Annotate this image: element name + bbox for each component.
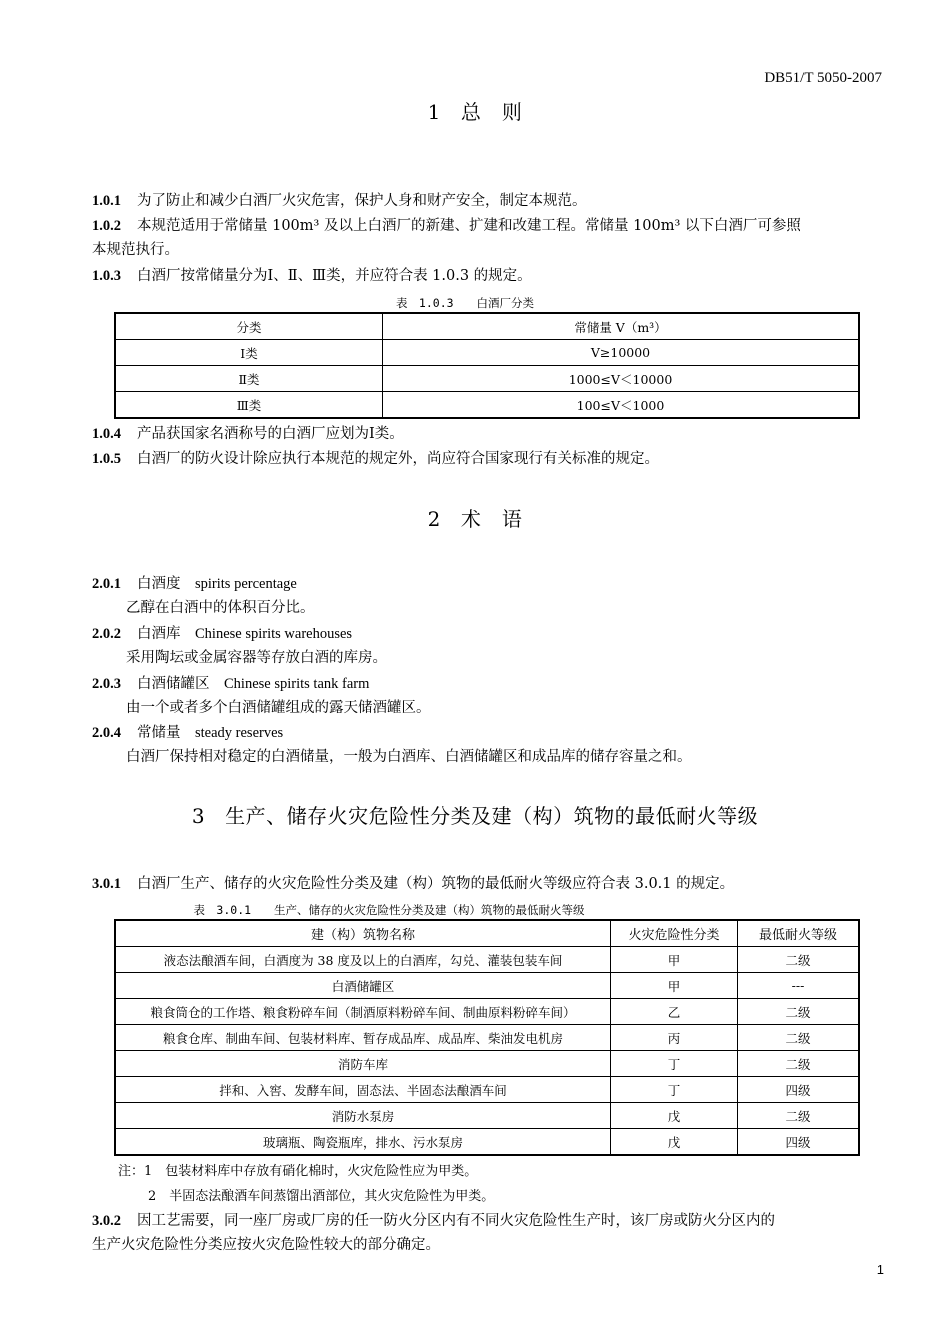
table-row [115, 1025, 859, 1051]
table-cell: V≥10000 [383, 340, 860, 366]
table-row [115, 392, 859, 419]
term-english: spirits percentage [195, 576, 297, 592]
term-2-0-2 [92, 622, 887, 646]
table-row [115, 947, 859, 973]
clause-1-0-2 [92, 214, 887, 238]
clause-text: 为了防止和减少白酒厂火灾危害，保护人身和财产安全，制定本规范。 [137, 193, 587, 209]
table-cell: 四级 [738, 1129, 860, 1156]
table-3-0-1 [114, 919, 860, 1156]
chapter-2-heading [0, 503, 950, 532]
table-cell: 二级 [738, 1025, 860, 1051]
term-definition: 由一个或者多个白酒储罐组成的露天储酒罐区。 [126, 700, 431, 716]
clause-number: 1.0.5 [92, 451, 121, 467]
table-cell: 二级 [738, 1103, 860, 1129]
clause-number: 3.0.2 [92, 1213, 121, 1229]
term-english: Chinese spirits warehouses [195, 626, 353, 642]
clause-3-0-2 [92, 1209, 887, 1233]
table-cell: 白酒储罐区 [115, 973, 611, 999]
table-cell: 甲 [611, 947, 738, 973]
clause-number: 2.0.3 [92, 676, 121, 692]
term-english: Chinese spirits tank farm [224, 676, 370, 692]
clause-text: 白酒厂生产、储存的火灾危险性分类及建（构）筑物的最低耐火等级应符合表 3.0.1 的规定。 [137, 876, 735, 892]
table-header-row [115, 920, 859, 947]
chapter-title: 术 语 [460, 507, 523, 531]
term-chinese: 常储量 [137, 725, 181, 741]
table-cell: 乙 [611, 999, 738, 1025]
clause-text: 产品获国家名酒称号的白酒厂应划为Ⅰ类。 [137, 426, 404, 442]
table-cell: 粮食筒仓的工作塔、粮食粉碎车间（制酒原料粉碎车间、制曲原料粉碎车间） [115, 999, 611, 1025]
header-cell: 常储量 V（m³） [383, 313, 860, 340]
clause-text: 本规范适用于常储量 100m³ 及以上白酒厂的新建、扩建和改建工程。常储量 100m³ 以下白酒厂可参照 [137, 218, 801, 234]
table-cell: 粮食仓库、制曲车间、包装材料库、暂存成品库、成品库、柴油发电机房 [115, 1025, 611, 1051]
table-cell: 二级 [738, 947, 860, 973]
clause-1-0-3 [92, 264, 887, 288]
chapter-number: 2 [427, 507, 441, 531]
table-cell: 消防车库 [115, 1051, 611, 1077]
term-chinese: 白酒度 [137, 576, 181, 592]
table-cell: 二级 [738, 999, 860, 1025]
table-row [115, 340, 859, 366]
clause-text: 因工艺需要，同一座厂房或厂房的任一防火分区内有不同火灾危险性生产时，该厂房或防火分区内的 [137, 1213, 775, 1229]
table-row [115, 366, 859, 392]
table-cell: 消防水泵房 [115, 1103, 611, 1129]
table-3-0-1-caption: 表 3.0.1 生产、储存的火灾危险性分类及建（构）筑物的最低耐火等级 [193, 903, 585, 917]
table-cell: 二级 [738, 1051, 860, 1077]
table-cell: 丁 [611, 1051, 738, 1077]
table-row [115, 1051, 859, 1077]
term-english: steady reserves [195, 725, 284, 741]
header-cell: 最低耐火等级 [738, 920, 860, 947]
term-2-0-1 [92, 572, 887, 596]
table-cell: 1000≤V＜10000 [383, 366, 860, 392]
term-2-0-3 [92, 672, 887, 696]
term-definition: 白酒厂保持相对稳定的白酒储量，一般为白酒库、白酒储罐区和成品库的储存容量之和。 [126, 749, 692, 765]
table-cell: 液态法酿酒车间，白酒度为 38 度及以上的白酒库，勾兑、灌装包装车间 [115, 947, 611, 973]
clause-3-0-2-continued: 生产火灾危险性分类应按火灾危险性较大的部分确定。 [92, 1237, 440, 1253]
table-row [115, 1129, 859, 1156]
document-number: DB51/T 5050-2007 [764, 70, 882, 86]
table-cell: 100≤V＜1000 [383, 392, 860, 419]
clause-1-0-5 [92, 447, 887, 471]
clause-1-0-1 [92, 189, 887, 213]
clause-number: 1.0.2 [92, 218, 121, 234]
table-cell: 丁 [611, 1077, 738, 1103]
clause-3-0-1 [92, 872, 887, 896]
table-cell: 四级 [738, 1077, 860, 1103]
table-cell: 戊 [611, 1129, 738, 1156]
clause-1-0-4 [92, 422, 887, 446]
table-cell: 戊 [611, 1103, 738, 1129]
chapter-number: 1 [427, 100, 441, 124]
table-note-2: 2 半固态法酿酒车间蒸馏出酒部位，其火灾危险性为甲类。 [148, 1189, 495, 1204]
table-row [115, 973, 859, 999]
chapter-3-heading [0, 800, 950, 829]
table-row [115, 1103, 859, 1129]
table-cell: 丙 [611, 1025, 738, 1051]
clause-text: 白酒厂的防火设计除应执行本规范的规定外，尚应符合国家现行有关标准的规定。 [137, 451, 659, 467]
header-cell: 分类 [115, 313, 383, 340]
table-cell: 甲 [611, 973, 738, 999]
table-1-0-3 [114, 312, 860, 419]
clause-text: 白酒厂按常储量分为Ⅰ、Ⅱ、Ⅲ类，并应符合表 1.0.3 的规定。 [137, 268, 532, 284]
term-chinese: 白酒库 [137, 626, 181, 642]
clause-number: 2.0.4 [92, 725, 121, 741]
table-header-row [115, 313, 859, 340]
header-cell: 建（构）筑物名称 [115, 920, 611, 947]
clause-number: 2.0.1 [92, 576, 121, 592]
clause-number: 2.0.2 [92, 626, 121, 642]
clause-number: 1.0.1 [92, 193, 121, 209]
clause-number: 1.0.3 [92, 268, 121, 284]
chapter-1-heading [0, 96, 950, 125]
page-number: 1 [876, 1262, 884, 1277]
header-cell: 火灾危险性分类 [611, 920, 738, 947]
term-chinese: 白酒储罐区 [137, 676, 210, 692]
table-cell: 玻璃瓶、陶瓷瓶库，排水、污水泵房 [115, 1129, 611, 1156]
clause-1-0-2-continued: 本规范执行。 [92, 242, 179, 258]
table-cell: Ⅲ类 [115, 392, 383, 419]
table-cell: --- [738, 973, 860, 999]
table-cell: Ⅱ类 [115, 366, 383, 392]
table-cell: 拌和、入窖、发酵车间，固态法、半固态法酿酒车间 [115, 1077, 611, 1103]
chapter-title: 生产、储存火灾危险性分类及建（构）筑物的最低耐火等级 [225, 804, 759, 828]
chapter-number: 3 [191, 804, 206, 828]
table-cell: Ⅰ类 [115, 340, 383, 366]
table-row [115, 1077, 859, 1103]
term-definition: 采用陶坛或金属容器等存放白酒的库房。 [126, 650, 387, 666]
clause-number: 1.0.4 [92, 426, 121, 442]
table-note-1: 注：1 包装材料库中存放有硝化棉时，火灾危险性应为甲类。 [118, 1164, 478, 1179]
table-row [115, 999, 859, 1025]
clause-number: 3.0.1 [92, 876, 121, 892]
table-1-0-3-caption: 表 1.0.3 白酒厂分类 [395, 296, 535, 310]
term-2-0-4 [92, 721, 887, 745]
chapter-title: 总 则 [460, 100, 523, 124]
term-definition: 乙醇在白酒中的体积百分比。 [126, 600, 315, 616]
